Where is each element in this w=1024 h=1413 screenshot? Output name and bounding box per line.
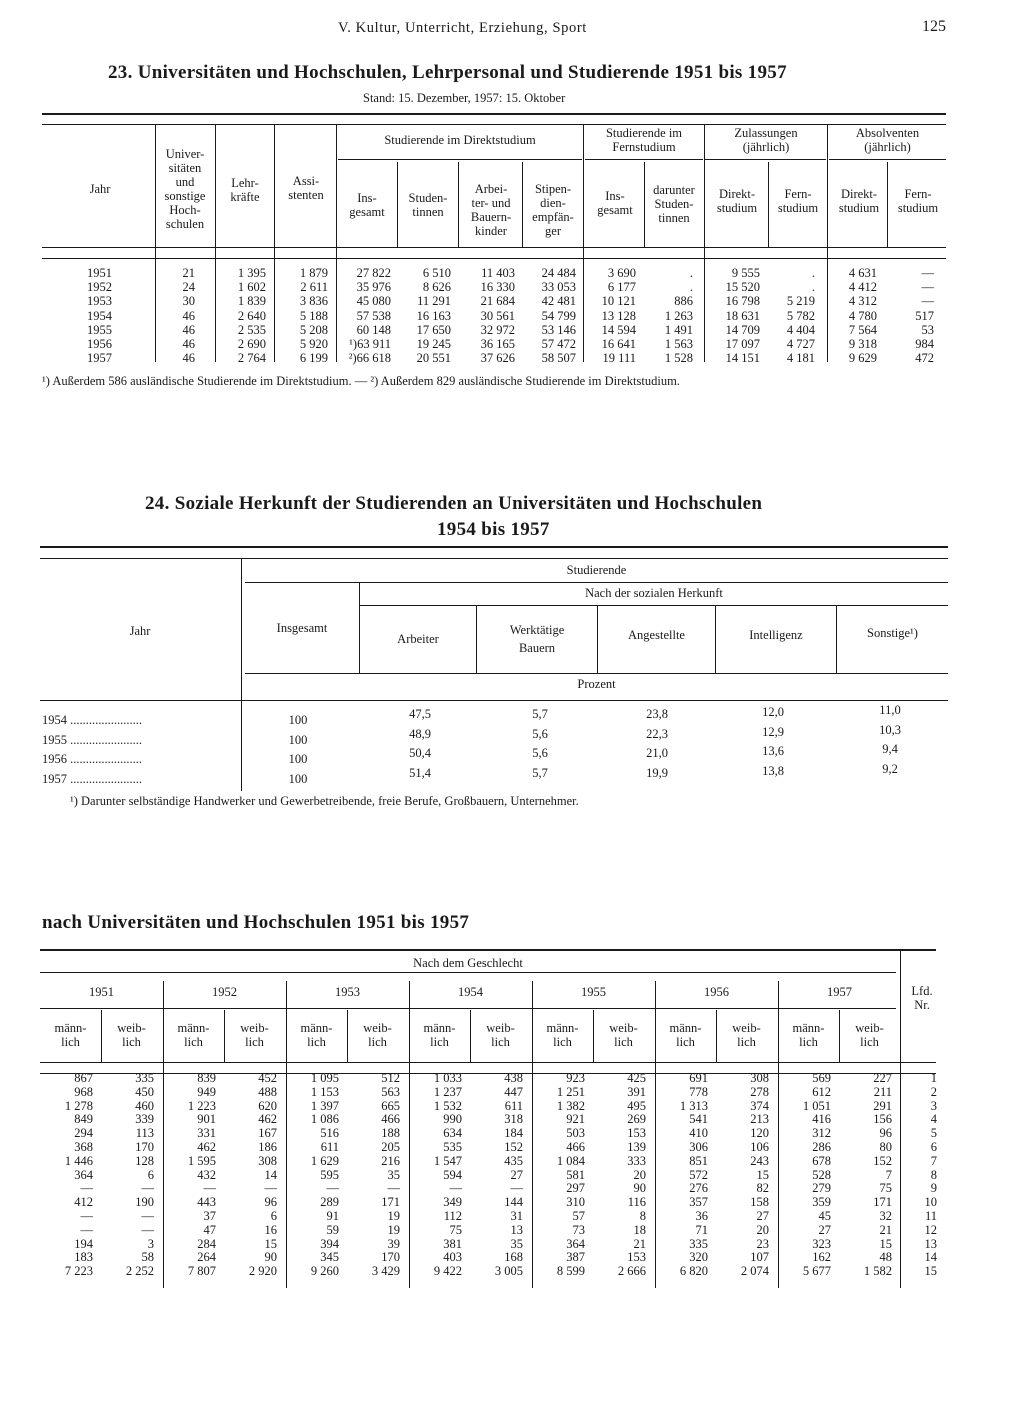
t23-col-darunter: . . 886 1 263 1 491 1 563 1 528 <box>664 266 693 366</box>
t23-head-direktstudium: Studierende im Direktstudium <box>384 133 536 147</box>
t3-year-1957: 1957 <box>827 985 852 999</box>
t3-head-maennlich-1953: männ- lich <box>300 1021 333 1049</box>
t23-col-insgesamt: 27 822 35 976 45 080 57 538 60 148 ¹)63 911 ²)66 618 <box>348 266 391 366</box>
t3-col-1956-maennlich: 691 778 1 313 541 410 306 851 572 276 357 36 71 335 320 6 820 <box>679 1071 708 1279</box>
t3-col-lfd: 1 2 3 4 5 6 7 8 9 10 11 12 13 14 15 <box>924 1071 937 1279</box>
table24-title-line1: 24. Soziale Herkunft der Studierenden an Universitäten und Hochschulen <box>145 493 763 514</box>
t23-head-studentinnen: Studen- tinnen <box>408 191 448 219</box>
running-title: V. Kultur, Unterricht, Erziehung, Sport <box>338 20 587 36</box>
t23-col-zul-direkt: 9 555 15 520 16 798 18 631 14 709 17 097 14 151 <box>725 266 760 366</box>
t3-head-weiblich-1956: weib- lich <box>732 1021 761 1049</box>
t3-year-1956: 1956 <box>704 985 729 999</box>
t3-head-maennlich-1954: männ- lich <box>423 1021 456 1049</box>
table23-title: 23. Universitäten und Hochschulen, Lehrpersonal und Studierende 1951 bis 1957 <box>108 62 787 83</box>
t23-col-jahr: 1951 1952 1953 1954 1955 1956 1957 <box>87 266 112 366</box>
t23-head-zul-direkt: Direkt- studium <box>716 187 758 215</box>
t23-head-arbeiterkinder: Arbei- ter- und Bauern- kinder <box>470 182 512 238</box>
t23-head-zul-fern: Fern- studium <box>777 187 819 215</box>
t3-year-1951: 1951 <box>89 985 114 999</box>
t3-col-1956-weiblich: 308 278 374 213 120 106 243 15 82 158 27 20 23 107 2 074 <box>740 1071 769 1279</box>
table3-title: nach Universitäten und Hochschulen 1951 bis 1957 <box>42 912 470 933</box>
table24-title-line2: 1954 bis 1957 <box>437 519 550 540</box>
t24-head-sonstige: Sonstige¹) <box>867 626 918 640</box>
t24-head-jahr: Jahr <box>129 624 151 638</box>
t23-head-assistenten: Assi- stenten <box>288 174 324 202</box>
t23-head-fernstudium: Studierende im Fernstudium <box>605 126 683 154</box>
t3-head-geschlecht: Nach dem Geschlecht <box>413 956 523 970</box>
t24-col-jahr: 1954 ....................... 1955 ....................... 1956 ....................... 1957 ....................... <box>42 713 142 786</box>
t23-col-arbeiterkinder: 11 403 16 330 21 684 30 561 32 972 36 165 37 626 <box>480 266 515 366</box>
t24-head-intelligenz: Intelligenz <box>749 628 803 642</box>
t3-col-1951-maennlich: 867 968 1 278 849 294 368 1 446 364 — 412 — — 194 183 7 223 <box>64 1071 93 1279</box>
t3-head-maennlich-1951: männ- lich <box>54 1021 87 1049</box>
t3-head-maennlich-1955: männ- lich <box>546 1021 579 1049</box>
t3-year-1953: 1953 <box>335 985 360 999</box>
t3-head-maennlich-1952: männ- lich <box>177 1021 210 1049</box>
t3-col-1953-maennlich: 1 095 1 153 1 397 1 086 516 611 1 629 595 — 289 91 59 394 345 9 260 <box>310 1071 339 1279</box>
t3-head-weiblich-1955: weib- lich <box>609 1021 638 1049</box>
t24-head-angestellte: Angestellte <box>628 628 685 642</box>
t3-year-1954: 1954 <box>458 985 483 999</box>
t24-head-nach-herkunft: Nach der sozialen Herkunft <box>585 586 723 600</box>
t3-col-1952-maennlich: 839 949 1 223 901 331 462 1 595 432 — 443 37 47 284 264 7 807 <box>187 1071 216 1279</box>
t3-head-weiblich-1957: weib- lich <box>855 1021 884 1049</box>
t3-year-1955: 1955 <box>581 985 606 999</box>
t3-head-weiblich-1953: weib- lich <box>363 1021 392 1049</box>
t24-head-prozent: Prozent <box>577 677 616 691</box>
t23-head-insgesamt: Ins- gesamt <box>349 191 385 219</box>
t23-head-zulassungen: Zulassungen (jährlich) <box>734 126 798 154</box>
t23-col-universitaeten: 21 24 30 46 46 46 46 <box>182 266 195 366</box>
t23-col-zul-fern: . . 5 219 5 782 4 404 4 727 4 181 <box>786 266 815 366</box>
t23-col-lehrkraefte: 1 395 1 602 1 839 2 640 2 535 2 690 2 764 <box>237 266 266 366</box>
t3-col-1954-weiblich: 438 447 611 318 184 152 435 27 — 144 31 13 35 168 3 005 <box>494 1071 523 1279</box>
t3-col-1955-maennlich: 923 1 251 1 382 921 503 466 1 084 581 297 310 57 73 364 387 8 599 <box>556 1071 585 1279</box>
table23-footnote: ¹) Außerdem 586 ausländische Studierende im Direktstudium. — ²) Außerdem 829 ausländische Studierende im Direktstudium. <box>42 374 680 388</box>
t24-col-arbeiter: 47,5 48,9 50,4 51,4 <box>409 707 431 780</box>
t3-col-1951-weiblich: 335 450 460 339 113 170 128 6 — 190 — — 3 58 2 252 <box>125 1071 154 1279</box>
t24-col-sonstige: 11,0 10,3 9,4 9,2 <box>879 703 901 776</box>
t23-head-lehrkraefte: Lehr- kräfte <box>230 176 260 204</box>
t23-col-studentinnen: 6 510 8 626 11 291 16 163 17 650 19 245 20 551 <box>416 266 451 366</box>
t24-col-bauern: 5,7 5,6 5,6 5,7 <box>532 707 548 780</box>
t23-col-stipendien: 24 484 33 053 42 481 54 799 53 146 57 472 58 507 <box>541 266 576 366</box>
t23-head-stipendien: Stipen- dien- empfän- ger <box>532 182 574 238</box>
t24-head-bauern: Werktätige Bauern <box>509 623 565 655</box>
t24-col-angestellte: 23,8 22,3 21,0 19,9 <box>646 707 668 780</box>
t3-year-1952: 1952 <box>212 985 237 999</box>
t3-col-1957-weiblich: 227 211 291 156 96 80 152 7 75 171 32 21 15 48 1 582 <box>863 1071 892 1279</box>
t3-col-1953-weiblich: 512 563 665 466 188 205 216 35 — 171 19 19 39 170 3 429 <box>371 1071 400 1279</box>
t3-col-1954-maennlich: 1 033 1 237 1 532 990 634 535 1 547 594 — 349 112 75 381 403 9 422 <box>433 1071 462 1279</box>
t23-head-darunter: darunter Studen- tinnen <box>653 183 695 225</box>
t3-head-weiblich-1954: weib- lich <box>486 1021 515 1049</box>
table23-stand: Stand: 15. Dezember, 1957: 15. Oktober <box>363 91 566 105</box>
t23-col-fern-insgesamt: 3 690 6 177 10 121 13 128 14 594 16 641 19 111 <box>601 266 636 366</box>
t3-head-maennlich-1957: männ- lich <box>792 1021 825 1049</box>
t3-head-lfd: Lfd. Nr. <box>911 984 933 1012</box>
t24-head-arbeiter: Arbeiter <box>397 632 439 646</box>
t3-head-weiblich-1952: weib- lich <box>240 1021 269 1049</box>
t3-col-1957-maennlich: 569 612 1 051 416 312 286 678 528 279 359 45 27 323 162 5 677 <box>802 1071 831 1279</box>
t24-col-intelligenz: 12,0 12,9 13,6 13,8 <box>762 705 784 778</box>
t23-head-jahr: Jahr <box>89 182 111 196</box>
t23-head-abs-fern: Fern- studium <box>897 187 939 215</box>
t24-col-insgesamt: 100 100 100 100 <box>288 713 308 786</box>
t23-head-absolventen: Absolventen (jährlich) <box>855 126 920 154</box>
t23-col-abs-direkt: 4 631 4 412 4 312 4 780 7 564 9 318 9 629 <box>848 266 877 366</box>
t3-col-1955-weiblich: 425 391 495 269 153 139 333 20 90 116 8 18 21 153 2 666 <box>617 1071 646 1279</box>
t23-col-assistenten: 1 879 2 611 3 836 5 188 5 208 5 920 6 199 <box>299 266 328 366</box>
t3-col-1952-weiblich: 452 488 620 462 167 186 308 14 — 96 6 16 15 90 2 920 <box>248 1071 277 1279</box>
table24-footnote: ¹) Darunter selbständige Handwerker und Gewerbetreibende, freie Berufe, Großbauern, Unternehmer. <box>70 794 579 808</box>
t24-head-insgesamt: Insgesamt <box>276 621 328 635</box>
t23-head-abs-direkt: Direkt- studium <box>838 187 880 215</box>
t3-head-maennlich-1956: männ- lich <box>669 1021 702 1049</box>
t23-head-universitaeten: Univer- sitäten und sonstige Hoch- schulen <box>164 147 206 231</box>
t3-head-weiblich-1951: weib- lich <box>117 1021 146 1049</box>
page-number: 125 <box>922 18 946 35</box>
t24-head-studierende: Studierende <box>566 563 627 577</box>
t23-col-abs-fern: — — — 517 53 984 472 <box>915 266 934 366</box>
t23-head-fern-insgesamt: Ins- gesamt <box>597 189 633 217</box>
